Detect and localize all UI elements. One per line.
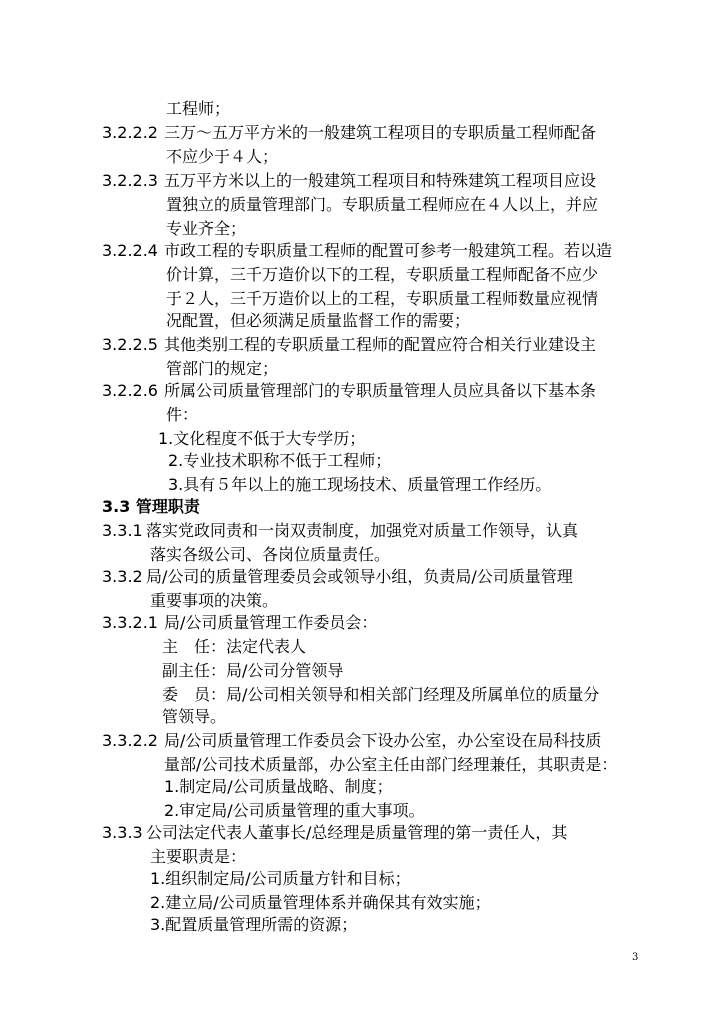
text-line: 工程师； <box>166 99 231 118</box>
list-item: 1.制定局/公司质量战略、制度； <box>164 777 393 796</box>
text-line: 落实各级公司、各岗位质量责任。 <box>150 545 391 564</box>
text-line: 市政工程的专职质量工程师的配置可参考一般建筑工程。若以造 <box>164 241 613 260</box>
text-line: 主 任：法定代表人 <box>162 637 307 656</box>
list-item: 1.文化程度不低于大专学历； <box>158 429 366 448</box>
text-line: 件： <box>166 405 199 424</box>
text-line: 公司法定代表人董事长/总经理是质量管理的第一责任人，其 <box>146 823 568 842</box>
page-number: 3 <box>632 952 639 963</box>
text-line: 管领导。 <box>162 707 227 726</box>
text-line: 管部门的规定； <box>166 359 279 378</box>
text-line: 专业齐全； <box>166 219 247 238</box>
list-item: 2.审定局/公司质量管理的重大事项。 <box>164 801 425 820</box>
list-item: 1.组织制定局/公司质量方针和目标； <box>150 869 411 888</box>
text-line: 局/公司的质量管理委员会或领导小组，负责局/公司质量管理 <box>146 567 573 586</box>
text-line: 不应少于４人； <box>166 147 279 166</box>
text-line: 局/公司质量管理工作委员会： <box>164 613 378 632</box>
clause-number: 3.2.2.6 <box>102 381 158 400</box>
text-line: 重要事项的决策。 <box>150 591 279 610</box>
text-line: 其他类别工程的专职质量工程师的配置应符合相关行业建设主 <box>164 335 597 354</box>
text-line: 价计算，三千万造价以下的工程，专职质量工程师配备不应少 <box>166 265 599 284</box>
list-item: 2.专业技术职称不低于工程师； <box>168 451 392 470</box>
text-line: 三万～五万平方米的一般建筑工程项目的专职质量工程师配备 <box>164 123 597 142</box>
clause-number: 3.2.2.3 <box>102 171 158 190</box>
list-item: 2.建立局/公司质量管理体系并确保其有效实施； <box>150 893 491 912</box>
text-line: 况配置，但必须满足质量监督工作的需要； <box>166 311 471 330</box>
text-line: 置独立的质量管理部门。专职质量工程师应在４人以上，并应 <box>166 195 599 214</box>
clause-number: 3.2.2.2 <box>102 123 158 142</box>
clause-number: 3.3.1 <box>102 521 143 540</box>
text-line: 副主任：局/公司分管领导 <box>162 661 344 680</box>
text-line: 委 员：局/公司相关领导和相关部门经理及所属单位的质量分 <box>162 685 600 704</box>
clause-number: 3.3.2.1 <box>102 613 158 632</box>
list-item: 3.配置质量管理所需的资源； <box>150 915 358 934</box>
text-line: 于２人，三千万造价以上的工程，专职质量工程师数量应视情 <box>166 289 599 308</box>
text-line: 量部/公司技术质量部，办公室主任由部门经理兼任，其职责是： <box>164 755 618 774</box>
list-item: 3.具有５年以上的施工现场技术、质量管理工作经历。 <box>168 475 552 494</box>
text-line: 落实党政同责和一岗双责制度，加强党对质量工作领导，认真 <box>146 521 579 540</box>
clause-number: 3.3.2.2 <box>102 731 158 750</box>
section-heading: 3.3 管理职责 <box>102 497 200 516</box>
clause-number: 3.2.2.4 <box>102 241 158 260</box>
clause-number: 3.3.3 <box>102 823 143 842</box>
text-line: 五万平方米以上的一般建筑工程项目和特殊建筑工程项目应设 <box>164 171 597 190</box>
text-line: 局/公司质量管理工作委员会下设办公室，办公室设在局科技质 <box>164 731 602 750</box>
text-line: 主要职责是： <box>150 847 247 866</box>
clause-number: 3.3.2 <box>102 567 143 586</box>
text-line: 所属公司质量管理部门的专职质量管理人员应具备以下基本条 <box>164 381 597 400</box>
clause-number: 3.2.2.5 <box>102 335 158 354</box>
